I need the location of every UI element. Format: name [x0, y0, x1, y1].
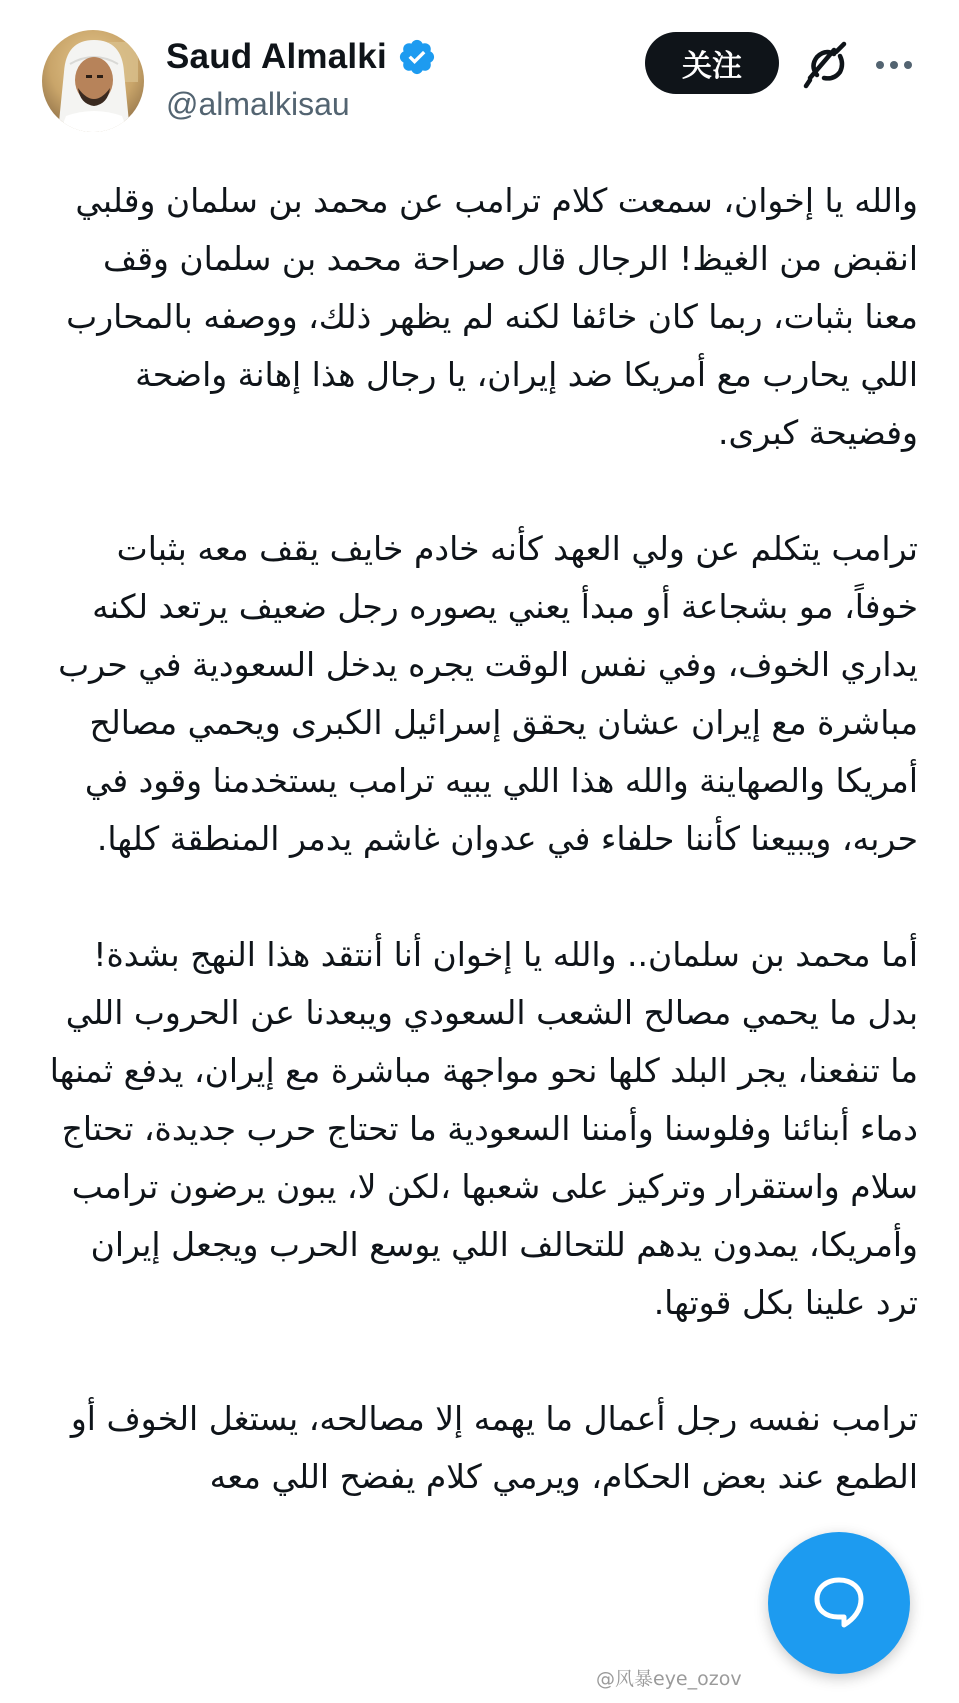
follow-button[interactable]: 关注: [645, 32, 779, 94]
tweet-paragraph: ترامب نفسه رجل أعمال ما يهمه إلا مصالحه، يستغل الخوف أو الطمع عند بعض الحكام، ويرمي كلام يفضح اللي معه: [70, 1399, 918, 1496]
tweet-text: [40, 172, 918, 1564]
name-row: [166, 34, 437, 80]
more-icon[interactable]: [872, 50, 916, 80]
user-handle[interactable]: @almalkisau: [166, 86, 350, 122]
verified-badge-icon: [397, 37, 437, 77]
display-name[interactable]: Saud Almalki: [166, 37, 387, 76]
watermark: @风暴eye_ozov: [596, 1668, 742, 1690]
avatar-image: [42, 30, 144, 132]
compose-reply-button[interactable]: [768, 1532, 910, 1674]
grok-icon[interactable]: [800, 40, 850, 90]
compose-reply-icon: [808, 1570, 870, 1636]
tweet-paragraph: ترامب يتكلم عن ولي العهد كأنه خادم خايف يقف معه بثبات خوفاً، مو بشجاعة أو مبدأ يعني يصوره رجل ضعيف يرتعد لكنه يداري الخوف، وفي نفس الوقت يجره يدخل السعودية في حرب مباشرة مع إيران عشان يحقق إسرائيل الكبرى ويحمي مصالح أمريكا والصهاينة والله هذا اللي يبيه ترامب يستخدمنا وقود في حربه، ويبيعنا كأننا حلفاء في عدوان غاشم يدمر المنطقة كلها.: [58, 529, 918, 858]
tweet-paragraph: أما محمد بن سلمان.. والله يا إخوان أنا أنتقد هذا النهج بشدة! بدل ما يحمي مصالح الشعب السعودي ويبعدنا عن الحروب اللي ما تنفعنا، يجر البلد كلها نحو مواجهة مباشرة مع إيران، يدفع ثمنها دماء أبنائنا وفلوسنا وأمننا السعودية ما تحتاج حرب جديدة، تحتاج سلام واستقرار وتركيز على شعبها ،لكن لا، يبون يرضون ترامب وأمريكا، يمدون يدهم للتحالف اللي يوسع الحرب ويجعل إيران ترد علينا بكل قوتها.: [49, 935, 918, 1322]
tweet-paragraph: والله يا إخوان، سمعت كلام ترامب عن محمد بن سلمان وقلبي انقبض من الغيظ! الرجال قال صراحة محمد بن سلمان وقف معنا بثبات، ربما كان خائفا لكنه لم يظهر ذلك، ووصفه بالمحارب اللي يحارب مع أمريكا ضد إيران، يا رجال هذا إهانة واضحة وفضيحة كبرى.: [66, 181, 918, 452]
avatar[interactable]: [42, 30, 144, 132]
tweet-header: [0, 0, 959, 150]
